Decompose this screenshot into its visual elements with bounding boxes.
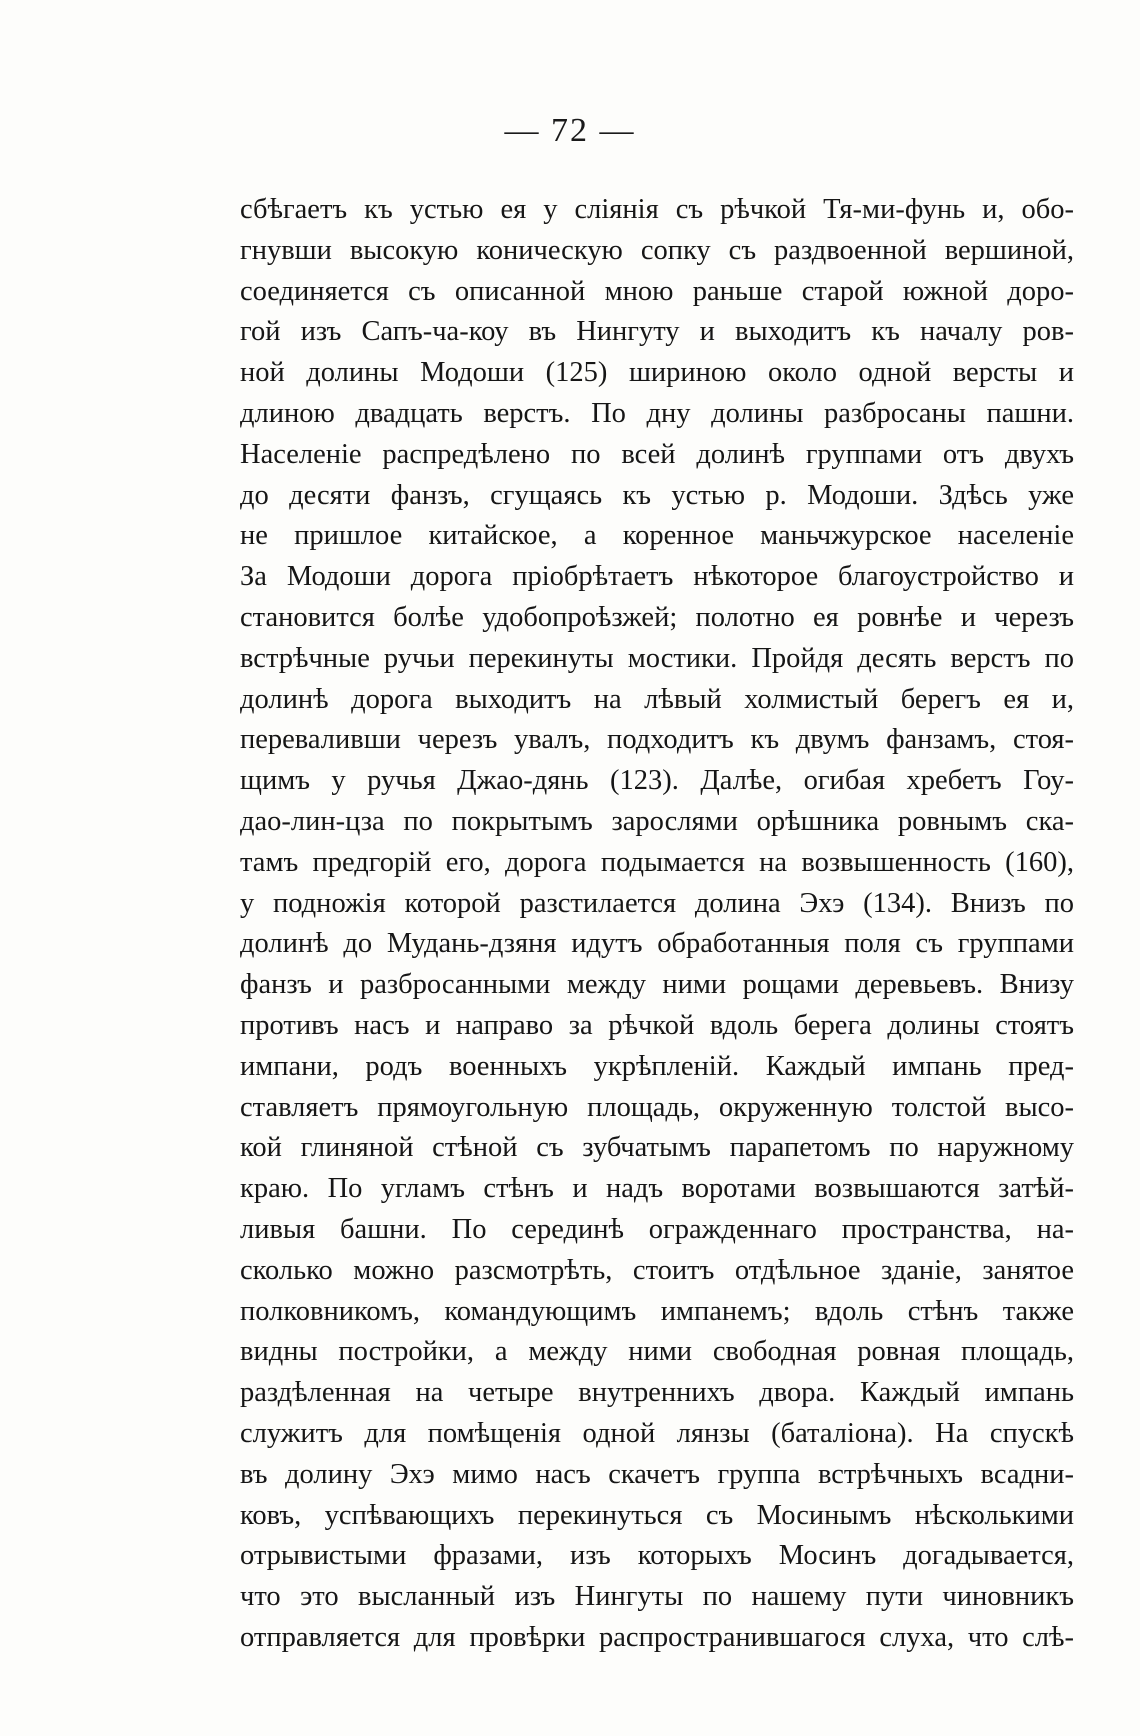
- text-line: долинѣ до Мудань-дзяня идутъ обработанныя поля съ группами: [240, 928, 1074, 960]
- text-line: служитъ для помѣщенiя одной лянзы (баталiона). На спускѣ: [240, 1417, 1074, 1449]
- text-line: полковникомъ, командующимъ импанемъ; вдоль стѣнъ также: [240, 1295, 1074, 1327]
- text-line: сколько можно разсмотрѣть, стоитъ отдѣльное зданiе, занятое: [240, 1254, 1074, 1286]
- text-line: что это высланный изъ Нингуты по нашему пути чиновникъ: [240, 1581, 1074, 1613]
- text-line: становится болѣе удобопроѣзжей; полотно ея ровнѣе и черезъ: [240, 601, 1074, 633]
- text-line: соединяется съ описанной мною раньше старой южной доро-: [240, 275, 1074, 307]
- text-line: кой глиняной стѣной съ зубчатымъ парапетомъ по наружному: [240, 1132, 1074, 1164]
- text-line: ставляетъ прямоугольную площадь, окруженную толстой высо-: [240, 1091, 1074, 1123]
- text-line: ной долины Модоши (125) шириною около одной версты и: [240, 357, 1074, 389]
- page-number: — 72 —: [504, 112, 636, 149]
- text-line: долинѣ дорога выходитъ на лѣвый холмистый берегъ ея и,: [240, 683, 1074, 715]
- text-line: отрывистыми фразами, изъ которыхъ Мосинъ догадывается,: [240, 1540, 1074, 1572]
- text-line: импани, родъ военныхъ укрѣпленiй. Каждый импань пред-: [240, 1050, 1074, 1082]
- text-line: длиною двадцать верстъ. По дну долины разбросаны пашни.: [240, 397, 1074, 429]
- text-line: противъ насъ и направо за рѣчкой вдоль берега долины стоятъ: [240, 1009, 1074, 1041]
- text-line: до десяти фанзъ, сгущаясь къ устью р. Модоши. Здѣсь уже: [240, 479, 1074, 511]
- text-line: гнувши высокую коническую сопку съ раздвоенной вершиной,: [240, 234, 1074, 266]
- text-line: у подножiя которой разстилается долина Эхэ (134). Внизъ по: [240, 887, 1074, 919]
- text-line: За Модоши дорога прiобрѣтаетъ нѣкоторое благоустройство и: [240, 561, 1074, 593]
- text-line: сбѣгаетъ къ устью ея у слiянiя съ рѣчкой Тя-ми-фунь и, обо-: [240, 194, 1074, 225]
- text-line: ливыя башни. По серединѣ огражденнаго пространства, на-: [240, 1213, 1074, 1245]
- text-line: раздѣленная на четыре внутреннихъ двора. Каждый импань: [240, 1377, 1074, 1409]
- text-line: ковъ, успѣвающихъ перекинуться съ Мосинымъ нѣсколькими: [240, 1499, 1074, 1531]
- text-line: въ долину Эхэ мимо насъ скачетъ группа встрѣчныхъ всадни-: [240, 1458, 1074, 1490]
- text-line: фанзъ и разбросанными между ними рощами деревьевъ. Внизу: [240, 969, 1074, 1001]
- text-line: не пришлое китайское, а коренное маньчжурское населенiе: [240, 520, 1074, 552]
- text-line: отправляется для провѣрки распространившагося слуха, что слѣ-: [240, 1621, 1074, 1653]
- text-line: гой изъ Сапъ-ча-коу въ Нингуту и выходитъ къ началу ров-: [240, 316, 1074, 348]
- text-line: переваливши черезъ увалъ, подходитъ къ двумъ фанзамъ, стоя-: [240, 724, 1074, 756]
- text-line: встрѣчные ручьи перекинуты мостики. Пройдя десять верстъ по: [240, 642, 1074, 674]
- text-line: щимъ у ручья Джао-дянь (123). Далѣе, огибая хребетъ Гоу-: [240, 765, 1074, 797]
- text-line: дао-лин-цза по покрытымъ зарослями орѣшника ровнымъ ска-: [240, 805, 1074, 837]
- text-line: тамъ предгорiй его, дорога подымается на возвышенность (160),: [240, 846, 1074, 878]
- text-line: краю. По угламъ стѣнъ и надъ воротами возвышаются затѣй-: [240, 1173, 1074, 1205]
- text-line: Населенiе распредѣлено по всей долинѣ группами отъ двухъ: [240, 438, 1074, 470]
- body-text: [240, 190, 1074, 1659]
- text-line: видны постройки, а между ними свободная ровная площадь,: [240, 1336, 1074, 1368]
